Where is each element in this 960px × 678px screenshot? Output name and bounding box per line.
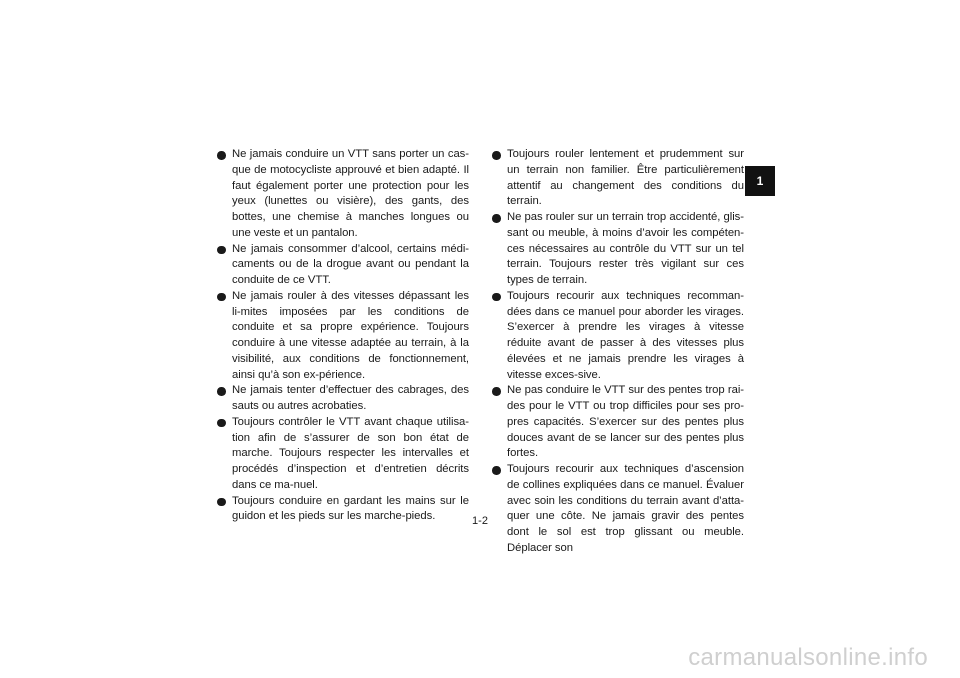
bullet-icon	[217, 293, 226, 302]
bullet-icon	[492, 387, 501, 396]
list-item-text: Ne pas conduire le VTT sur des pentes trop rai-des pour le VTT ou trop difficiles pour ses pro-pres capacités. S’exercer sur des pentes plus douces avant de se lancer sur des pentes plus fortes.	[507, 384, 744, 460]
list-item	[492, 289, 744, 384]
list-item-text: Ne pas rouler sur un terrain trop accidenté, glis-sant ou meuble, à moins d’avoir les compéten-ces nécessaires au contrôle du VTT sur un tel terrain. Toujours rester très vigilant sur ces types de terrain.	[507, 211, 744, 286]
list-item	[217, 147, 469, 242]
list-item	[492, 383, 744, 462]
watermark: carmanualsonline.info	[688, 644, 928, 671]
safety-list-left	[217, 147, 469, 525]
bullet-icon	[217, 246, 226, 255]
right-column	[492, 147, 744, 557]
chapter-tab: 1	[745, 166, 775, 196]
list-item-text: Toujours conduire en gardant les mains sur le guidon et les pieds sur les marche-pieds.	[232, 494, 469, 523]
bullet-icon	[217, 387, 226, 396]
list-item	[217, 415, 469, 494]
list-item	[217, 289, 469, 384]
list-item-text: Toujours rouler lentement et prudemment sur un terrain non familier. Être particulièrement attentif au changement des conditions du terrain.	[507, 148, 744, 208]
list-item	[492, 210, 744, 289]
list-item-text: Ne jamais rouler à des vitesses dépassant les li-mites imposées par les conditions de conduite et sa propre expérience. Toujours conduire à une vitesse adaptée au terrain, à la visibilité, aux conditions de fonctionnement, ainsi qu’à son ex-périence.	[232, 289, 469, 381]
bullet-icon	[492, 466, 501, 475]
list-item-text: Ne jamais conduire un VTT sans porter un cas-que de motocycliste approuvé et bien adapté. Il faut également porter une protection pour les yeux (lunettes ou visière), des gants, des bottes, une chemise à manches longues ou une veste et un pantalon.	[232, 148, 469, 239]
list-item-text: Ne jamais tenter d’effectuer des cabrages, des sauts ou autres acrobaties.	[232, 384, 469, 412]
bullet-icon	[217, 151, 226, 160]
bullet-icon	[217, 419, 226, 428]
list-item-text: Toujours recourir aux techniques d’ascension de collines expliquées dans ce manuel. Évaluer avec soin les conditions du terrain avant d’atta-quer une côte. Ne jamais gravir des pentes dont le sol est trop glissant ou meuble. Déplacer son	[507, 463, 744, 554]
bullet-icon	[492, 214, 501, 223]
list-item-text: Toujours recourir aux techniques recomman-dées dans ce manuel pour aborder les virages. S’exercer à prendre les virages à vitesse réduite avant de passer à des vitesses plus élevées et ne jamais prendre les virages à vitesse exces-sive.	[507, 289, 744, 381]
list-item	[492, 147, 744, 210]
list-item-text: Toujours contrôler le VTT avant chaque utilisa-tion afin de s’assurer de son bon état de marche. Toujours respecter les intervalles et procédés d’inspection et d’entretien décrits dans ce ma-nuel.	[232, 415, 469, 491]
list-item-text: Ne jamais consommer d’alcool, certains médi-caments ou de la drogue avant ou pendant la conduite de ce VTT.	[232, 242, 469, 286]
bullet-icon	[217, 498, 226, 507]
list-item	[492, 462, 744, 557]
list-item	[217, 494, 469, 526]
bullet-icon	[492, 293, 501, 302]
left-column	[217, 147, 469, 525]
bullet-icon	[492, 151, 501, 160]
page-number: 1-2	[472, 515, 488, 527]
safety-list-right	[492, 147, 744, 557]
list-item	[217, 242, 469, 289]
list-item	[217, 383, 469, 415]
